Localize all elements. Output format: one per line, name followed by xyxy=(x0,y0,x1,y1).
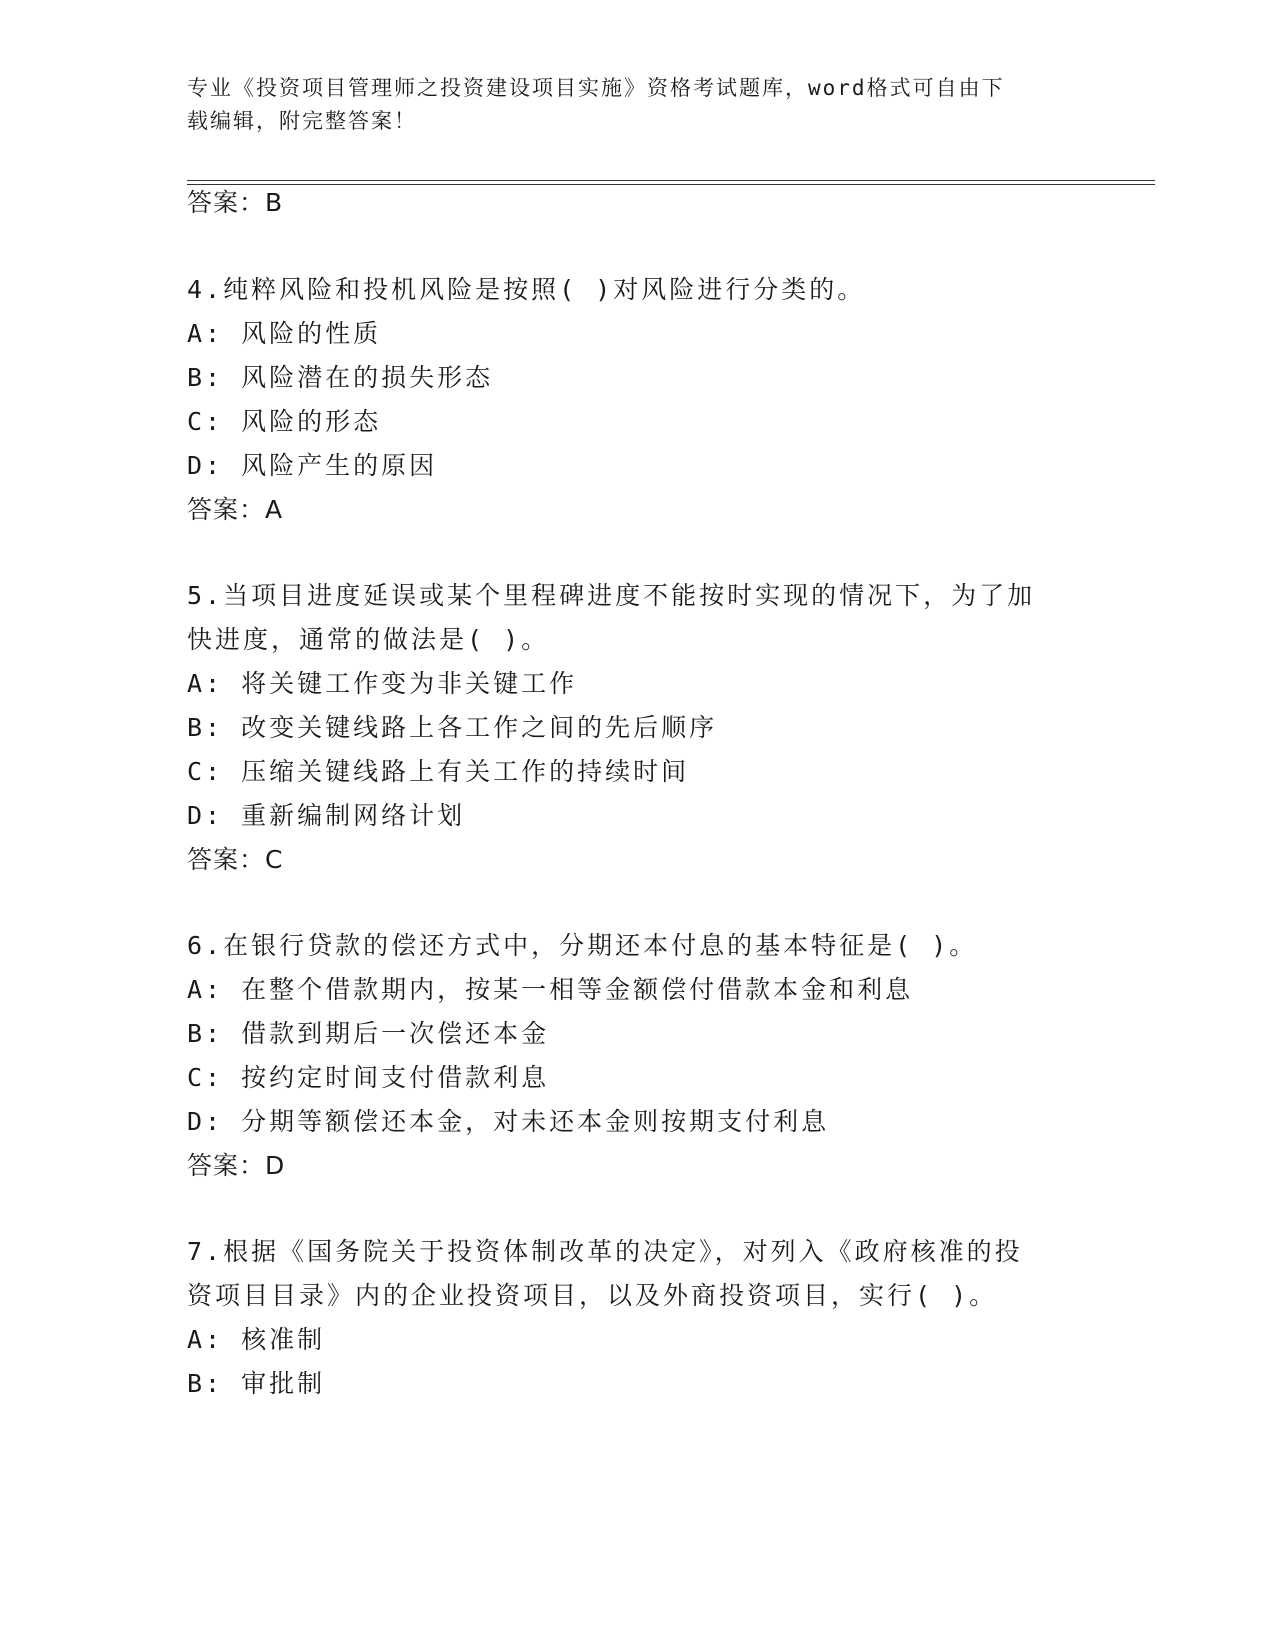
question-6-option-d: D: 分期等额偿还本金，对未还本金则按期支付利息 xyxy=(187,1107,830,1136)
header-line-2: 载编辑，附完整答案！ xyxy=(187,109,417,133)
header-divider-bottom xyxy=(187,184,1155,185)
question-4-stem: 4.纯粹风险和投机风险是按照( )对风险进行分类的。 xyxy=(187,275,866,304)
question-5-option-a: A: 将关键工作变为非关键工作 xyxy=(187,669,578,698)
header-divider-top xyxy=(187,180,1155,181)
question-4-answer: 答案：A xyxy=(187,495,284,524)
question-4-option-c: C: 风险的形态 xyxy=(187,407,382,436)
question-7-stem-line-2: 资项目目录》内的企业投资项目，以及外商投资项目，实行( )。 xyxy=(187,1281,998,1310)
question-7-option-b: B: 审批制 xyxy=(187,1369,326,1398)
question-5-answer: 答案：C xyxy=(187,845,284,874)
question-7-stem-line-1: 7.根据《国务院关于投资体制改革的决定》，对列入《政府核准的投 xyxy=(187,1237,1023,1266)
question-6-option-b: B: 借款到期后一次偿还本金 xyxy=(187,1019,550,1048)
question-4-option-b: B: 风险潜在的损失形态 xyxy=(187,363,494,392)
question-6-option-a: A: 在整个借款期内，按某一相等金额偿付借款本金和利息 xyxy=(187,975,914,1004)
answer-prev: 答案：B xyxy=(187,188,284,217)
question-5-stem-line-2: 快进度，通常的做法是( )。 xyxy=(187,625,550,654)
document-header xyxy=(187,72,1067,138)
header-line-1: 专业《投资项目管理师之投资建设项目实施》资格考试题库，word格式可自由下 xyxy=(187,76,1005,100)
question-5-option-d: D: 重新编制网络计划 xyxy=(187,801,466,830)
question-5-stem-line-1: 5.当项目进度延误或某个里程碑进度不能按时实现的情况下，为了加 xyxy=(187,581,1036,610)
question-5-option-c: C: 压缩关键线路上有关工作的持续时间 xyxy=(187,757,690,786)
question-6-stem: 6.在银行贷款的偿还方式中，分期还本付息的基本特征是( )。 xyxy=(187,931,978,960)
question-7-option-a: A: 核准制 xyxy=(187,1325,326,1354)
question-6-option-c: C: 按约定时间支付借款利息 xyxy=(187,1063,550,1092)
question-6-answer: 答案：D xyxy=(187,1151,286,1180)
question-4-option-d: D: 风险产生的原因 xyxy=(187,451,438,480)
question-5-option-b: B: 改变关键线路上各工作之间的先后顺序 xyxy=(187,713,718,742)
question-4-option-a: A: 风险的性质 xyxy=(187,319,382,348)
